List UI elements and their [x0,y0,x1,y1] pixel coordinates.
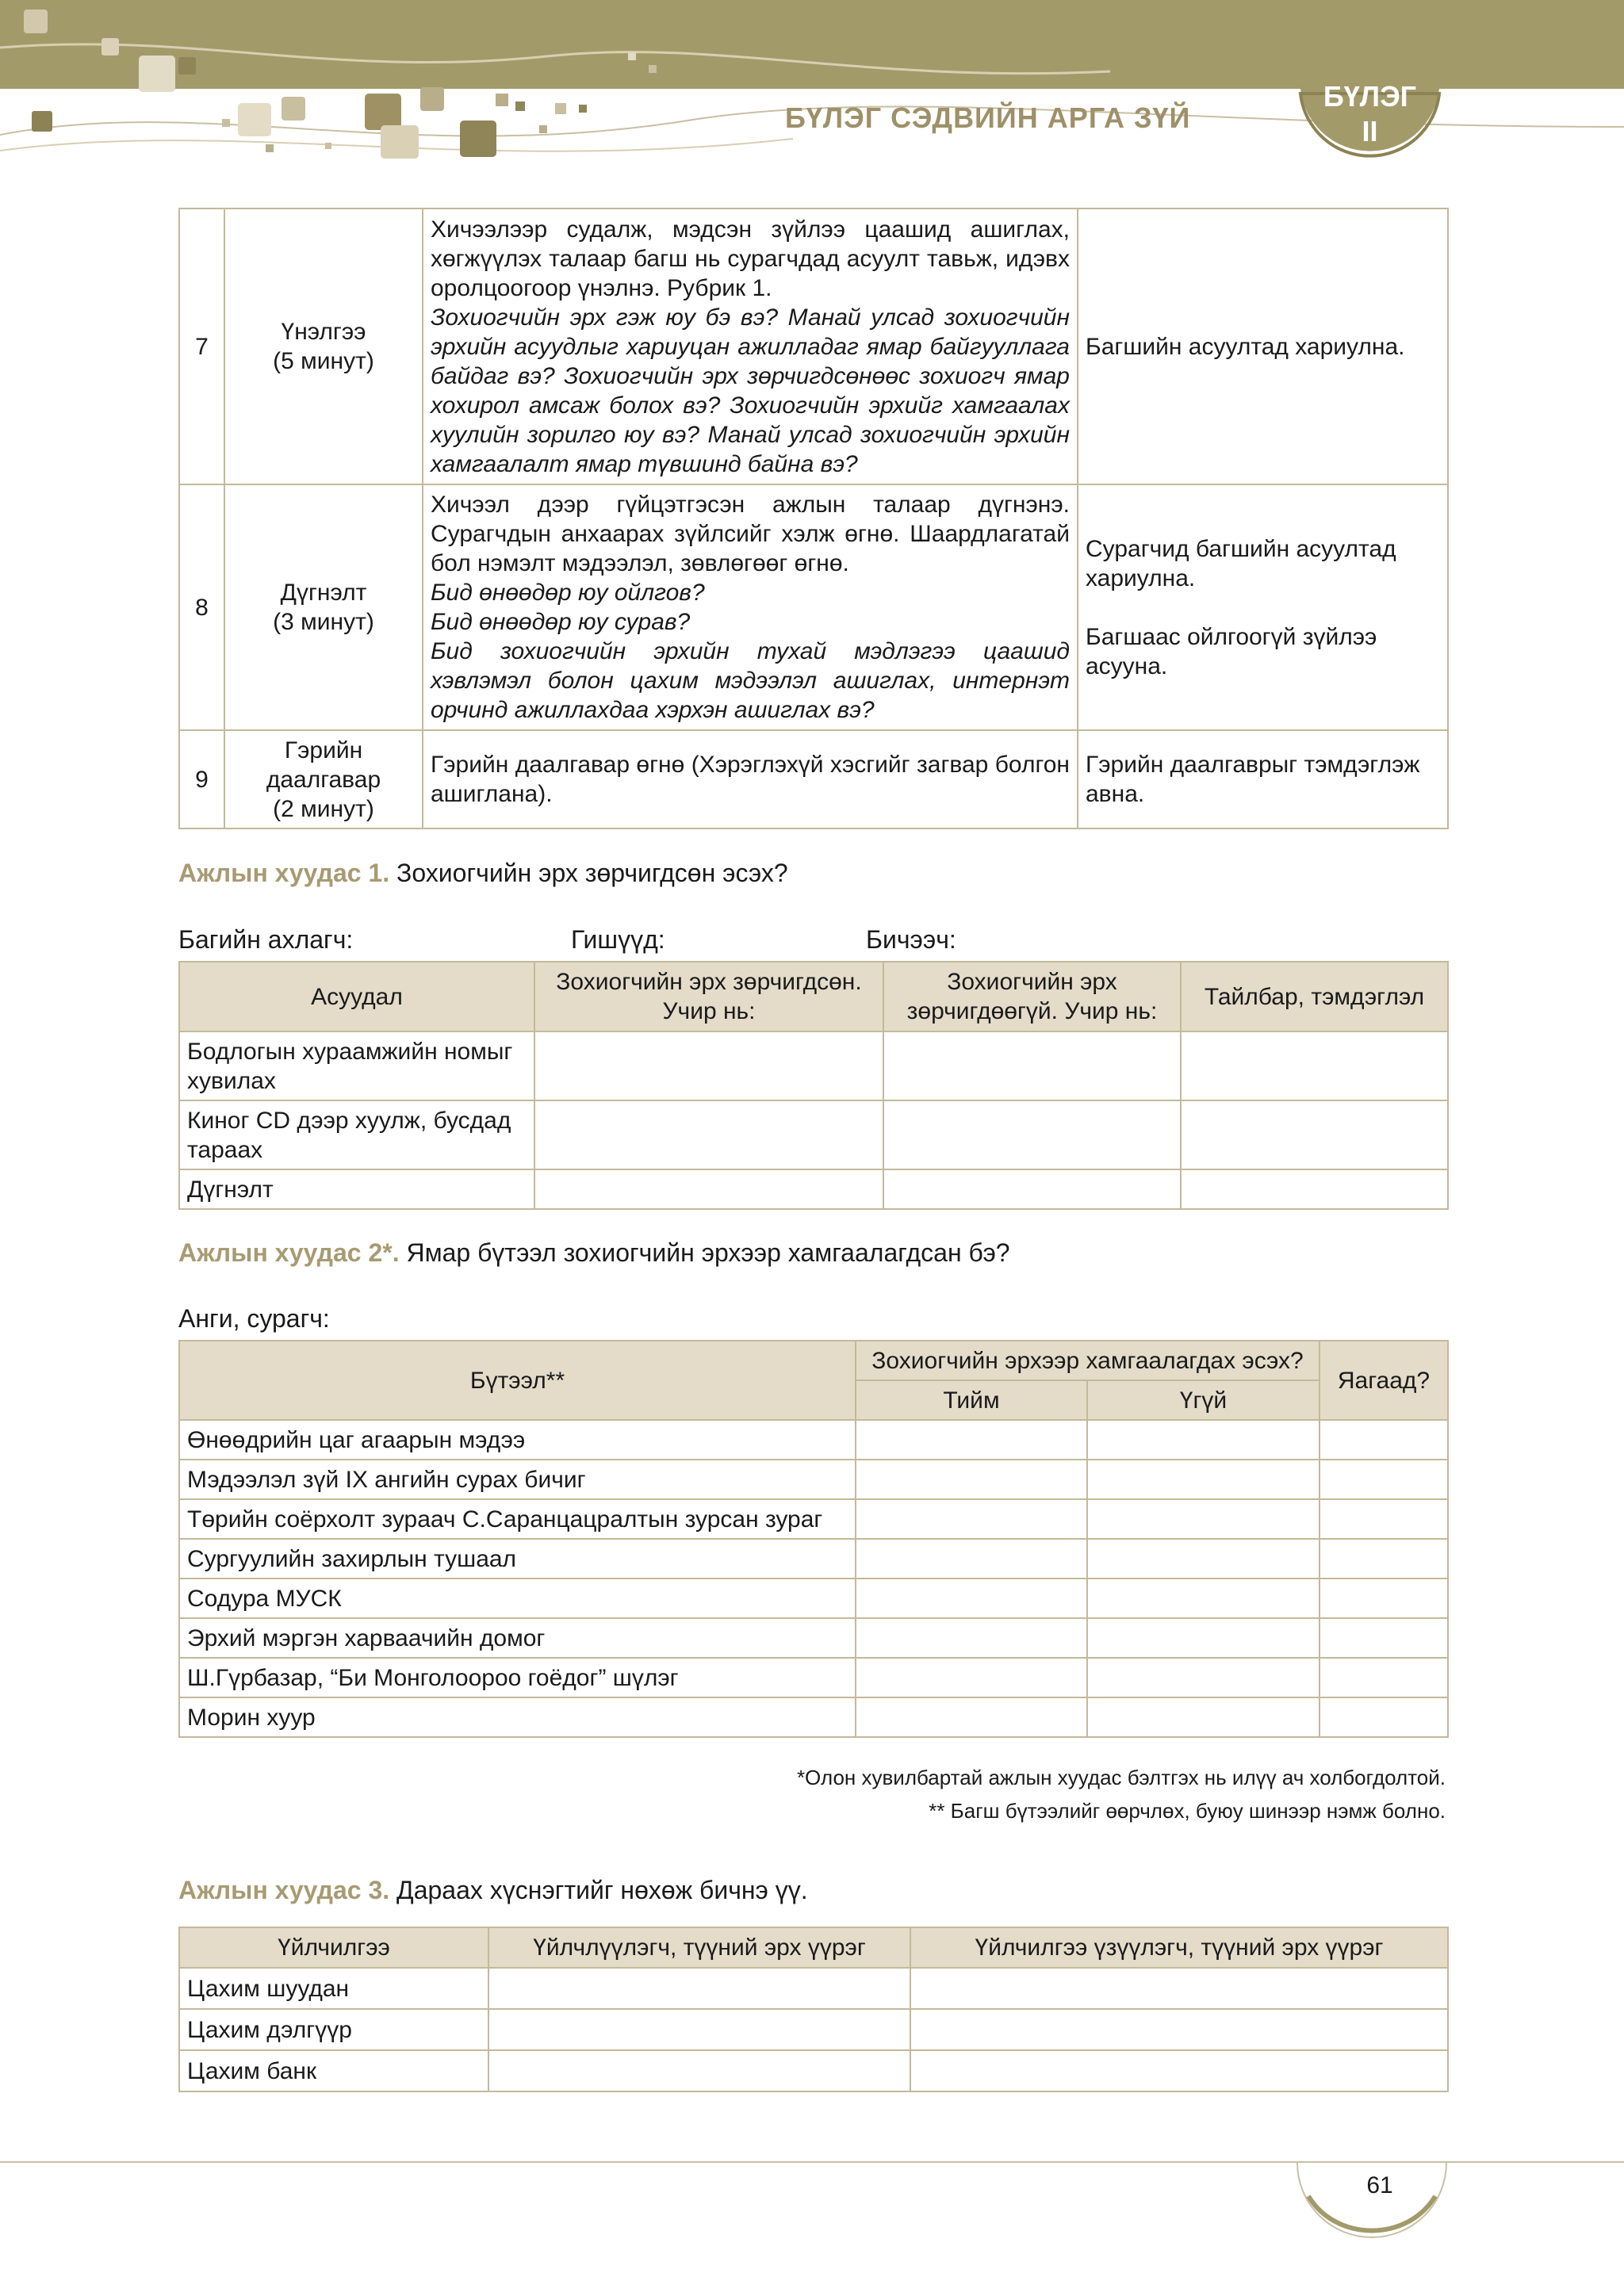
stage-name: даалгавар [266,766,381,793]
stage-duration: (3 минут) [273,609,374,635]
worksheet-1-table [178,961,1449,1210]
worksheet-2-title: Ямар бүтээл зохиогчийн эрхээр хамгаалагдсан бэ? [406,1238,1010,1267]
lesson-row-9 [179,730,1448,828]
answer-cell[interactable] [1087,1420,1320,1460]
col-header-not-violated: Зохиогчийн эрх зөрчигдөөгүй. Учир нь: [883,962,1181,1031]
answer-cell[interactable] [856,1697,1087,1737]
service-cell: Цахим шуудан [179,1968,488,2009]
answer-cell[interactable] [883,1169,1181,1209]
answer-cell[interactable] [488,1968,910,2009]
lesson-plan-table [178,208,1449,829]
teacher-question: Бид зохиогчийн эрхийн тухай мэдлэгээ цаашид хэвлэмэл болон цахим мэдээлэл ашиглах, интернэт орчинд ажиллахдаа хэрхэн ашиглах вэ? [431,638,1070,723]
answer-cell[interactable] [488,2050,910,2091]
stage-duration: (2 минут) [273,795,374,822]
answer-cell[interactable] [1181,1031,1448,1100]
table-row [179,1499,1448,1539]
chapter-number: II [1362,115,1378,147]
worksheet-1-heading [178,859,788,888]
col-header-notes: Тайлбар, тэмдэглэл [1181,962,1448,1031]
worksheet-3-title: Дараах хүснэгтийг нөхөж бичнэ үү. [396,1876,808,1904]
answer-cell[interactable] [856,1618,1087,1658]
chapter-badge [1300,79,1439,159]
answer-cell[interactable] [1087,1658,1320,1697]
footnote-variants: *Олон хувилбартай ажлын хуудас бэлтгэх нь илүү ач холбогдолтой. [796,1766,1446,1789]
work-cell: Морин хуур [179,1697,856,1737]
worksheet-3-heading [178,1876,808,1905]
class-student-label: Анги, сурагч: [178,1304,330,1333]
answer-cell[interactable] [1087,1578,1320,1618]
teacher-question: Бид өнөөдөр юу ойлгов? [431,580,705,606]
header-row [179,1927,1448,1968]
teacher-activity: Гэрийн даалгавар өгнө (Хэрэглэхүй хэсгийг загвар болгон ашиглана). [423,730,1078,828]
worksheet-1-title: Зохиогчийн эрх зөрчигдсөн эсэх? [396,859,788,887]
header-row [179,1341,1448,1380]
teacher-questions: Зохиогчийн эрх гэж юу бэ вэ? Манай улсад зохиогчийн эрхийн асуудлыг хариуцан ажилладаг ямар байгууллага байдаг вэ? Зохиогчийн эрх зөрчигдсөнөөс зохиогч ямар хохирол амсаж болох вэ? Зохиогчийн эрхийг хамгаалах хуулийн зорилго юу вэ? Манай улсад зохиогчийн эрхийн хамгаалалт ямар түвшинд байна вэ? [431,304,1070,477]
row-number: 7 [179,209,224,484]
answer-cell[interactable] [1320,1460,1448,1499]
issue-cell: Бодлогын хураамжийн номыг хувилах [179,1031,534,1100]
answer-cell[interactable] [1087,1460,1320,1499]
service-cell: Цахим дэлгүүр [179,2009,488,2050]
lesson-row-7 [179,209,1448,484]
answer-cell[interactable] [910,2009,1448,2050]
role-team-leader: Багийн ахлагч: [178,925,354,954]
chapter-label: БҮЛЭГ [1323,80,1417,113]
table-row [179,1697,1448,1737]
worksheet-2-label: Ажлын хуудас 2*. [178,1238,400,1267]
col-header-service: Үйлчилгээ [179,1927,488,1968]
work-cell: Төрийн соёрхолт зураач С.Саранцацралтын зурсан зураг [179,1499,856,1539]
col-header-protected: Зохиогчийн эрхээр хамгаалагдах эсэх? [856,1341,1320,1380]
answer-cell[interactable] [1320,1539,1448,1578]
answer-cell[interactable] [856,1539,1087,1578]
answer-cell[interactable] [910,1968,1448,2009]
work-cell: Сургуулийн захирлын тушаал [179,1539,856,1578]
work-cell: Эрхий мэргэн харваачийн домог [179,1618,856,1658]
footnote-teacher: ** Багш бүтээлийг өөрчлөх, буюу шинээр нэмж болно. [929,1799,1446,1823]
col-header-why: Яагаад? [1320,1341,1448,1420]
answer-cell[interactable] [856,1578,1087,1618]
service-cell: Цахим банк [179,2050,488,2091]
col-header-customer: Үйлчлүүлэгч, түүний эрх үүрэг [488,1927,910,1968]
header-row [179,962,1448,1031]
student-activity: Гэрийн даалгаврыг тэмдэглэж авна. [1078,730,1448,828]
table-row [179,1031,1448,1100]
answer-cell[interactable] [1087,1539,1320,1578]
answer-cell[interactable] [1087,1499,1320,1539]
table-row [179,1100,1448,1169]
role-secretary: Бичээч: [866,925,956,954]
table-row [179,1420,1448,1460]
table-row [179,1460,1448,1499]
table-row [179,1658,1448,1697]
section-title: БҮЛЭГ СЭДВИЙН АРГА ЗҮЙ [785,101,1191,134]
student-text: Сурагчид багшийн асуултад хариулна. [1086,535,1396,591]
issue-cell: Киног CD дээр хуулж, бусдад тараах [179,1100,534,1169]
answer-cell[interactable] [910,2050,1448,2091]
row-number: 9 [179,730,224,828]
answer-cell[interactable] [1320,1578,1448,1618]
col-header-issue: Асуудал [179,962,534,1031]
stage-cell [224,484,423,730]
table-row [179,1539,1448,1578]
col-header-work: Бүтээл** [179,1341,856,1420]
issue-cell: Дүгнэлт [179,1169,534,1209]
teacher-text: Хичээл дээр гүйцэтгэсэн ажлын талаар дүгнэнэ. Сурагчдын анхаарах зүйлсийг хэлж өгнө. Шаардлагатай бол нэмэлт мэдээлэл, зөвлөгөөг өгнө. [431,492,1070,576]
table-row [179,2009,1448,2050]
stage-cell [224,209,423,484]
answer-cell[interactable] [1181,1100,1448,1169]
answer-cell[interactable] [534,1169,883,1209]
answer-cell[interactable] [1087,1697,1320,1737]
stage-name: Үнэлгээ [281,319,366,345]
answer-cell[interactable] [1320,1420,1448,1460]
table-row [179,1968,1448,2009]
teacher-question: Бид өнөөдөр юу сурав? [431,609,691,635]
table-row [179,1169,1448,1209]
teacher-activity [423,209,1078,484]
worksheet-2-heading [178,1238,1010,1268]
worksheet-1-label: Ажлын хуудас 1. [178,859,390,887]
col-header-provider: Үйлчилгээ үзүүлэгч, түүний эрх үүрэг [910,1927,1448,1968]
work-cell: Ш.Гүрбазар, “Би Монголоороо гоёдог” шүлэг [179,1658,856,1697]
answer-cell[interactable] [534,1100,883,1169]
answer-cell[interactable] [1087,1618,1320,1658]
stage-name: Гэрийн [284,737,363,763]
col-header-yes: Тийм [856,1380,1087,1420]
answer-cell[interactable] [856,1460,1087,1499]
page-number: 61 [1366,2172,1393,2198]
lesson-row-8 [179,484,1448,730]
student-activity [1078,484,1448,730]
teacher-text: Хичээлээр судалж, мэдсэн зүйлээ цаашид ашиглах, хөгжүүлэх талаар багш нь сурагчдад асуулт тавьж, идэвх оролцоогоор үнэлнэ. Рубрик 1. [431,216,1070,301]
work-cell: Өнөөдрийн цаг агаарын мэдээ [179,1420,856,1460]
col-header-violated: Зохиогчийн эрх зөрчигдсөн. Учир нь: [534,962,883,1031]
stage-name: Дүгнэлт [280,580,367,606]
answer-cell[interactable] [534,1031,883,1100]
answer-cell[interactable] [488,2009,910,2050]
answer-cell[interactable] [1320,1499,1448,1539]
worksheet-2-table [178,1340,1449,1738]
table-row [179,2050,1448,2091]
answer-cell[interactable] [1320,1618,1448,1658]
stage-duration: (5 минут) [273,348,374,374]
table-row [179,1618,1448,1658]
table-row [179,1578,1448,1618]
role-members: Гишүүд: [571,925,665,954]
answer-cell[interactable] [1320,1658,1448,1697]
student-text: Багшаас ойлгоогүй зүйлээ асууна. [1086,623,1377,679]
worksheet-3-label: Ажлын хуудас 3. [178,1876,390,1904]
answer-cell[interactable] [1181,1169,1448,1209]
answer-cell[interactable] [856,1420,1087,1460]
answer-cell[interactable] [883,1031,1181,1100]
col-header-no: Үгүй [1087,1380,1320,1420]
student-activity: Багшийн асуултад хариулна. [1078,209,1448,484]
answer-cell[interactable] [883,1100,1181,1169]
teacher-activity [423,484,1078,730]
answer-cell[interactable] [856,1658,1087,1697]
row-number: 8 [179,484,224,730]
answer-cell[interactable] [856,1499,1087,1539]
stage-cell [224,730,423,828]
answer-cell[interactable] [1320,1697,1448,1737]
work-cell: Мэдээлэл зүй IX ангийн сурах бичиг [179,1460,856,1499]
work-cell: Содура МУСК [179,1578,856,1618]
worksheet-3-table [178,1927,1449,2092]
